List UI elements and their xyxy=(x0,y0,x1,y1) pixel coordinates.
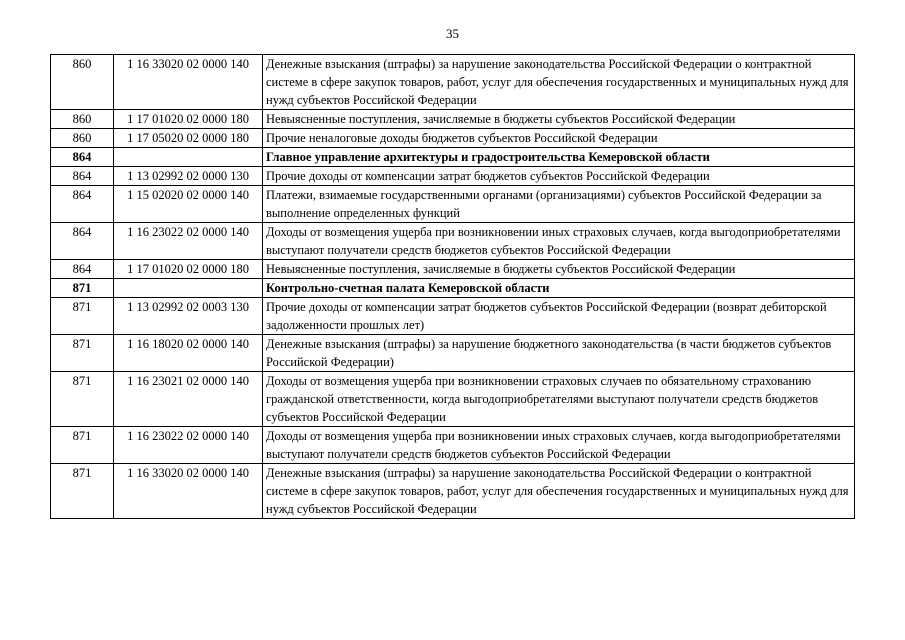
table-row xyxy=(51,298,855,335)
revenue-name-cell: Доходы от возмещения ущерба при возникновении страховых случаев по обязательному страхованию гражданской ответственности, когда выгодоприобретателями выступают получатели средств бюджетов субъектов Российской Федерации xyxy=(263,372,855,427)
revenue-name-cell: Платежи, взимаемые государственными органами (организациями) субъектов Российской Федерации за выполнение определенных функций xyxy=(263,186,855,223)
admin-code-cell: 871 xyxy=(51,427,114,464)
revenue-code-cell: 1 16 33020 02 0000 140 xyxy=(114,55,263,110)
table-body xyxy=(51,55,855,519)
table-row xyxy=(51,427,855,464)
table-row xyxy=(51,464,855,519)
administrator-name-cell: Главное управление архитектуры и градостроительства Кемеровской области xyxy=(263,148,855,167)
revenue-code-cell: 1 16 23022 02 0000 140 xyxy=(114,427,263,464)
revenue-code-cell: 1 17 01020 02 0000 180 xyxy=(114,110,263,129)
admin-code-cell: 864 xyxy=(51,186,114,223)
revenue-code-cell: 1 17 05020 02 0000 180 xyxy=(114,129,263,148)
admin-code-cell: 864 xyxy=(51,167,114,186)
admin-code-cell: 871 xyxy=(51,372,114,427)
revenue-name-cell: Доходы от возмещения ущерба при возникновении иных страховых случаев, когда выгодоприобретателями выступают получатели средств бюджетов субъектов Российской Федерации xyxy=(263,223,855,260)
admin-code-cell: 871 xyxy=(51,298,114,335)
administrator-name-cell: Контрольно-счетная палата Кемеровской области xyxy=(263,279,855,298)
admin-code-cell: 871 xyxy=(51,279,114,298)
revenue-code-cell: 1 16 18020 02 0000 140 xyxy=(114,335,263,372)
administrator-header-row xyxy=(51,279,855,298)
page-number: 35 xyxy=(446,26,459,41)
administrator-header-row xyxy=(51,148,855,167)
admin-code-cell: 864 xyxy=(51,148,114,167)
revenue-name-cell: Невыясненные поступления, зачисляемые в бюджеты субъектов Российской Федерации xyxy=(263,260,855,279)
revenue-name-cell: Денежные взыскания (штрафы) за нарушение законодательства Российской Федерации о контрактной системе в сфере закупок товаров, работ, услуг для обеспечения государственных и муниципальных нужд для нужд субъектов Российской Федерации xyxy=(263,55,855,110)
revenue-code-cell: 1 17 01020 02 0000 180 xyxy=(114,260,263,279)
table-row xyxy=(51,335,855,372)
revenue-code-cell: 1 15 02020 02 0000 140 xyxy=(114,186,263,223)
revenue-name-cell: Прочие неналоговые доходы бюджетов субъектов Российской Федерации xyxy=(263,129,855,148)
revenue-code-cell: 1 13 02992 02 0003 130 xyxy=(114,298,263,335)
table-row xyxy=(51,186,855,223)
admin-code-cell: 860 xyxy=(51,55,114,110)
revenue-name-cell: Невыясненные поступления, зачисляемые в бюджеты субъектов Российской Федерации xyxy=(263,110,855,129)
revenue-code-cell xyxy=(114,148,263,167)
table-row xyxy=(51,129,855,148)
admin-code-cell: 864 xyxy=(51,223,114,260)
revenue-name-cell: Денежные взыскания (штрафы) за нарушение бюджетного законодательства (в части бюджетов субъектов Российской Федерации) xyxy=(263,335,855,372)
admin-code-cell: 860 xyxy=(51,110,114,129)
table-row xyxy=(51,167,855,186)
revenue-name-cell: Прочие доходы от компенсации затрат бюджетов субъектов Российской Федерации (возврат дебиторской задолженности прошлых лет) xyxy=(263,298,855,335)
admin-code-cell: 864 xyxy=(51,260,114,279)
revenue-code-cell: 1 16 33020 02 0000 140 xyxy=(114,464,263,519)
revenue-code-cell: 1 16 23022 02 0000 140 xyxy=(114,223,263,260)
table-row xyxy=(51,260,855,279)
table-row xyxy=(51,372,855,427)
revenue-name-cell: Денежные взыскания (штрафы) за нарушение законодательства Российской Федерации о контрактной системе в сфере закупок товаров, работ, услуг для обеспечения государственных и муниципальных нужд для нужд субъектов Российской Федерации xyxy=(263,464,855,519)
admin-code-cell: 860 xyxy=(51,129,114,148)
revenue-code-cell: 1 13 02992 02 0000 130 xyxy=(114,167,263,186)
revenue-code-cell xyxy=(114,279,263,298)
budget-revenue-table xyxy=(50,54,855,519)
revenue-name-cell: Доходы от возмещения ущерба при возникновении иных страховых случаев, когда выгодоприобретателями выступают получатели средств бюджетов субъектов Российской Федерации xyxy=(263,427,855,464)
table-row xyxy=(51,223,855,260)
admin-code-cell: 871 xyxy=(51,464,114,519)
table-row xyxy=(51,55,855,110)
revenue-name-cell: Прочие доходы от компенсации затрат бюджетов субъектов Российской Федерации xyxy=(263,167,855,186)
revenue-code-cell: 1 16 23021 02 0000 140 xyxy=(114,372,263,427)
admin-code-cell: 871 xyxy=(51,335,114,372)
table-row xyxy=(51,110,855,129)
